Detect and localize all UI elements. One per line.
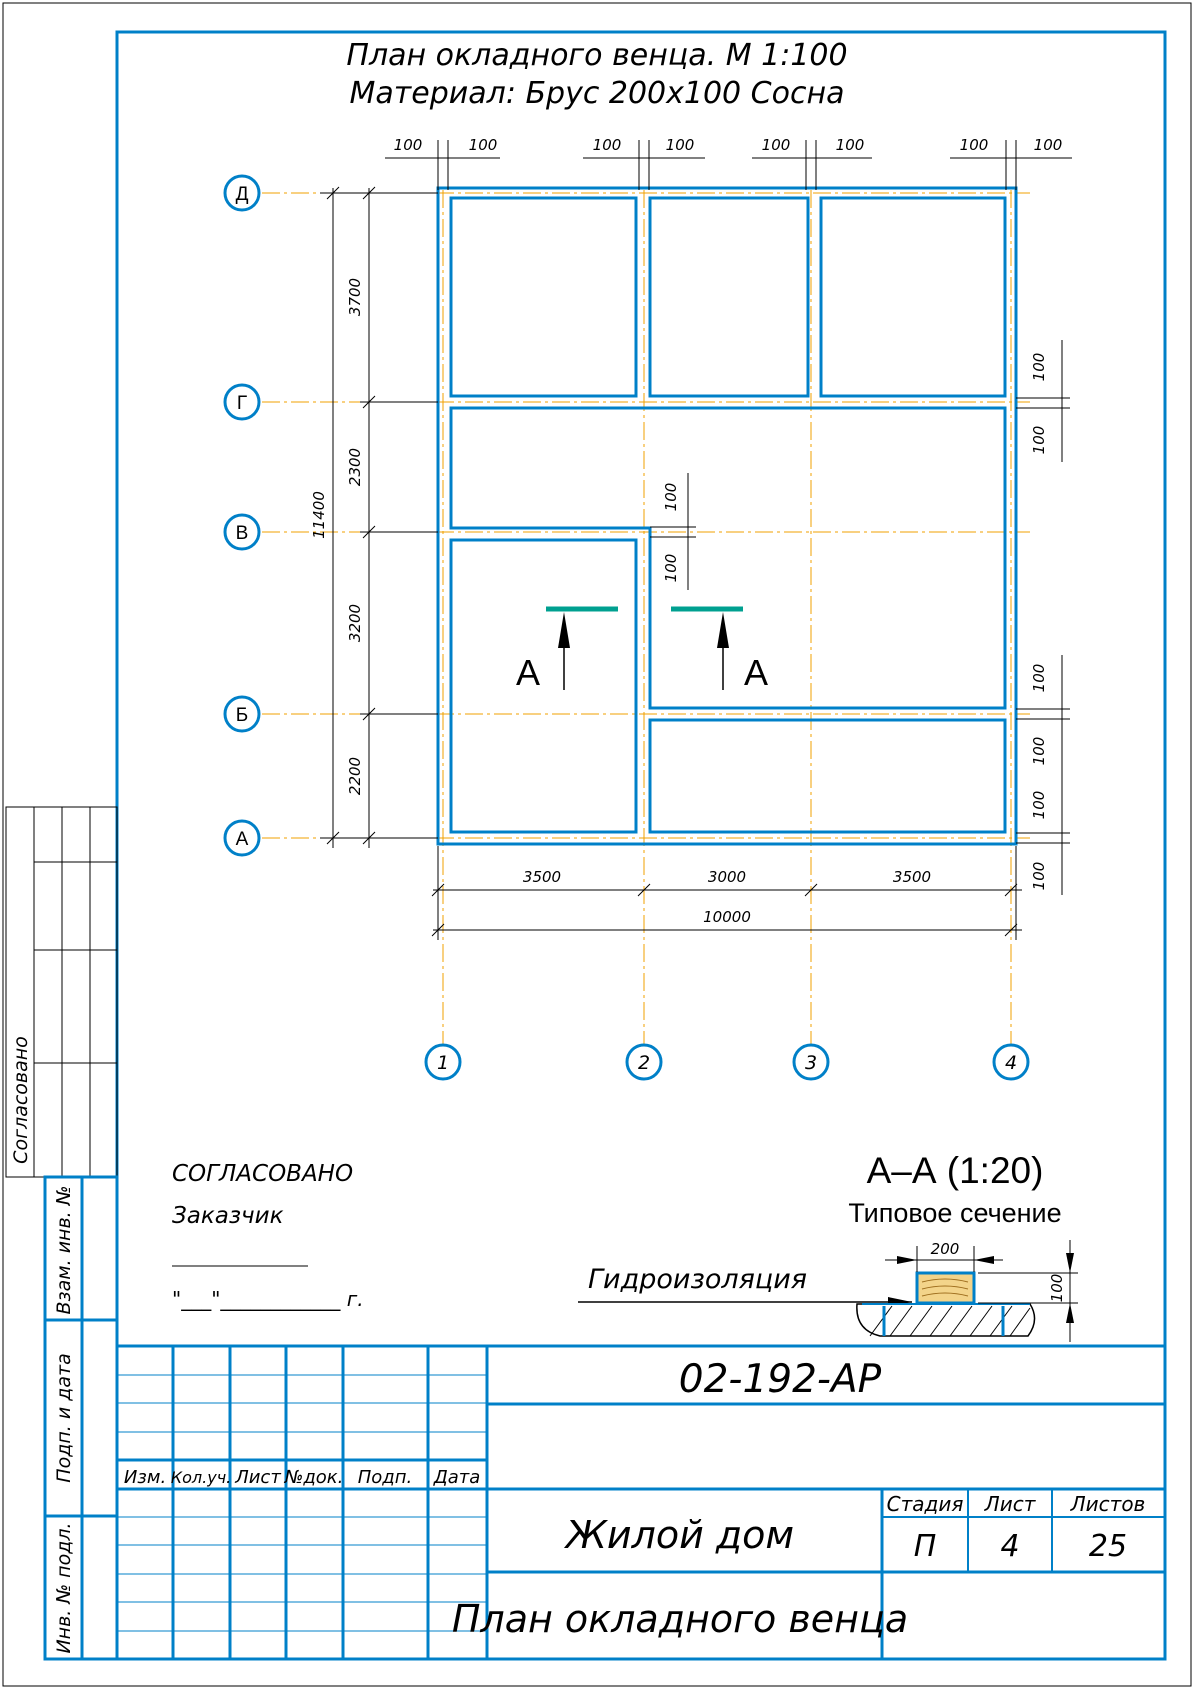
- plan-walls: [438, 188, 1016, 844]
- bottom-dim-total: 10000: [703, 908, 751, 926]
- right-dim: 100: [1030, 736, 1048, 766]
- sheet-value: 4: [1000, 1529, 1020, 1564]
- top-dim: 100: [393, 136, 423, 154]
- section-mark-label: А: [515, 652, 541, 693]
- right-dimensions: [1016, 340, 1070, 895]
- top-dim: 100: [835, 136, 865, 154]
- left-dimensions: [310, 187, 438, 848]
- drawing-title: План окладного венца. М 1:100: [346, 38, 848, 73]
- room-3: [821, 198, 1005, 396]
- room-1: [451, 198, 636, 396]
- axis-label-col: 4: [1004, 1052, 1018, 1074]
- sheets-value: 25: [1088, 1529, 1128, 1564]
- top-dim: 100: [959, 136, 989, 154]
- left-dim: 2200: [346, 756, 364, 796]
- stage-value: П: [913, 1529, 937, 1564]
- top-dim: 100: [592, 136, 622, 154]
- column-axis-markers: [426, 1045, 1028, 1079]
- section-title: А–А (1:20): [866, 1150, 1044, 1191]
- top-dim: 100: [468, 136, 498, 154]
- right-dim: 100: [1030, 790, 1048, 820]
- axis-label-col: 3: [804, 1052, 818, 1074]
- axis-label-row: А: [235, 829, 249, 850]
- top-dim: 100: [1033, 136, 1063, 154]
- left-dim: 2300: [346, 447, 364, 487]
- right-dim: 100: [1030, 663, 1048, 693]
- doc-code: 02-192-АР: [678, 1357, 882, 1402]
- section-height-dim: 100: [1048, 1273, 1066, 1303]
- inner-dim: 100: [662, 482, 680, 512]
- waterproofing-label: Гидроизоляция: [588, 1264, 808, 1295]
- bottom-dim: 3000: [707, 868, 747, 886]
- title-block: [117, 1346, 1165, 1659]
- left-dim: 3700: [346, 277, 364, 317]
- room-6: [650, 720, 1005, 832]
- top-dim: 100: [761, 136, 791, 154]
- drawing-material: Материал: Брус 200х100 Сосна: [349, 76, 845, 111]
- side-stamp: [6, 807, 117, 1659]
- row-axis-markers: [225, 176, 259, 855]
- top-dim: 100: [665, 136, 695, 154]
- bottom-dim: 3500: [892, 868, 932, 886]
- right-dim: 100: [1030, 861, 1048, 891]
- outer-wall: [438, 188, 1016, 844]
- right-dim: 100: [1030, 425, 1048, 455]
- section-cut-marks: [516, 609, 768, 693]
- axis-lines: [262, 190, 1030, 1045]
- section-subtitle: Типовое сечение: [848, 1198, 1062, 1228]
- agreement-title: СОГЛАСОВАНО: [172, 1161, 354, 1187]
- sheet-label: Лист: [984, 1492, 1036, 1516]
- left-dim-total: 11400: [310, 491, 328, 539]
- side-sign-date: Подп. и дата: [53, 1353, 75, 1483]
- tb-col-header: №док.: [284, 1467, 344, 1488]
- tb-col-header: Дата: [433, 1467, 481, 1488]
- inner-dim: 100: [662, 553, 680, 583]
- agreement-date: "___"____________ г.: [172, 1287, 364, 1311]
- tb-col-header: Подп.: [357, 1467, 413, 1488]
- side-agreed: Согласовано: [10, 1036, 32, 1164]
- bottom-dim: 3500: [522, 868, 562, 886]
- section-mark-label: А: [743, 652, 769, 693]
- section-width-dim: 200: [930, 1240, 960, 1258]
- side-inv-orig: Инв. № подл.: [53, 1522, 75, 1654]
- left-dim: 3200: [346, 603, 364, 643]
- agreement-party: Заказчик: [172, 1203, 284, 1229]
- sheet-name: План окладного венца: [451, 1597, 909, 1641]
- tb-col-header: Лист: [235, 1467, 281, 1488]
- right-dim: 100: [1030, 352, 1048, 382]
- axis-label-col: 2: [637, 1052, 651, 1074]
- section-beam: [917, 1273, 974, 1303]
- axis-label-col: 1: [436, 1052, 450, 1074]
- axis-label-row: Д: [235, 184, 249, 205]
- axis-label-row: Б: [235, 705, 249, 726]
- stage-label: Стадия: [886, 1492, 964, 1516]
- top-dimensions: [385, 136, 1072, 190]
- tb-col-header: Изм.: [123, 1467, 167, 1488]
- side-replace-inv: Взам. инв. №: [53, 1185, 75, 1315]
- bottom-dimensions: [432, 846, 1022, 940]
- section-foundation: [857, 1304, 1035, 1336]
- tb-col-header: Кол.уч.: [170, 1468, 232, 1487]
- axis-label-row: В: [235, 523, 249, 544]
- object-name: Жилой дом: [565, 1513, 795, 1557]
- room-2: [650, 198, 808, 396]
- sheets-label: Листов: [1070, 1492, 1146, 1516]
- axis-label-row: Г: [236, 393, 248, 414]
- room-5: [451, 540, 636, 832]
